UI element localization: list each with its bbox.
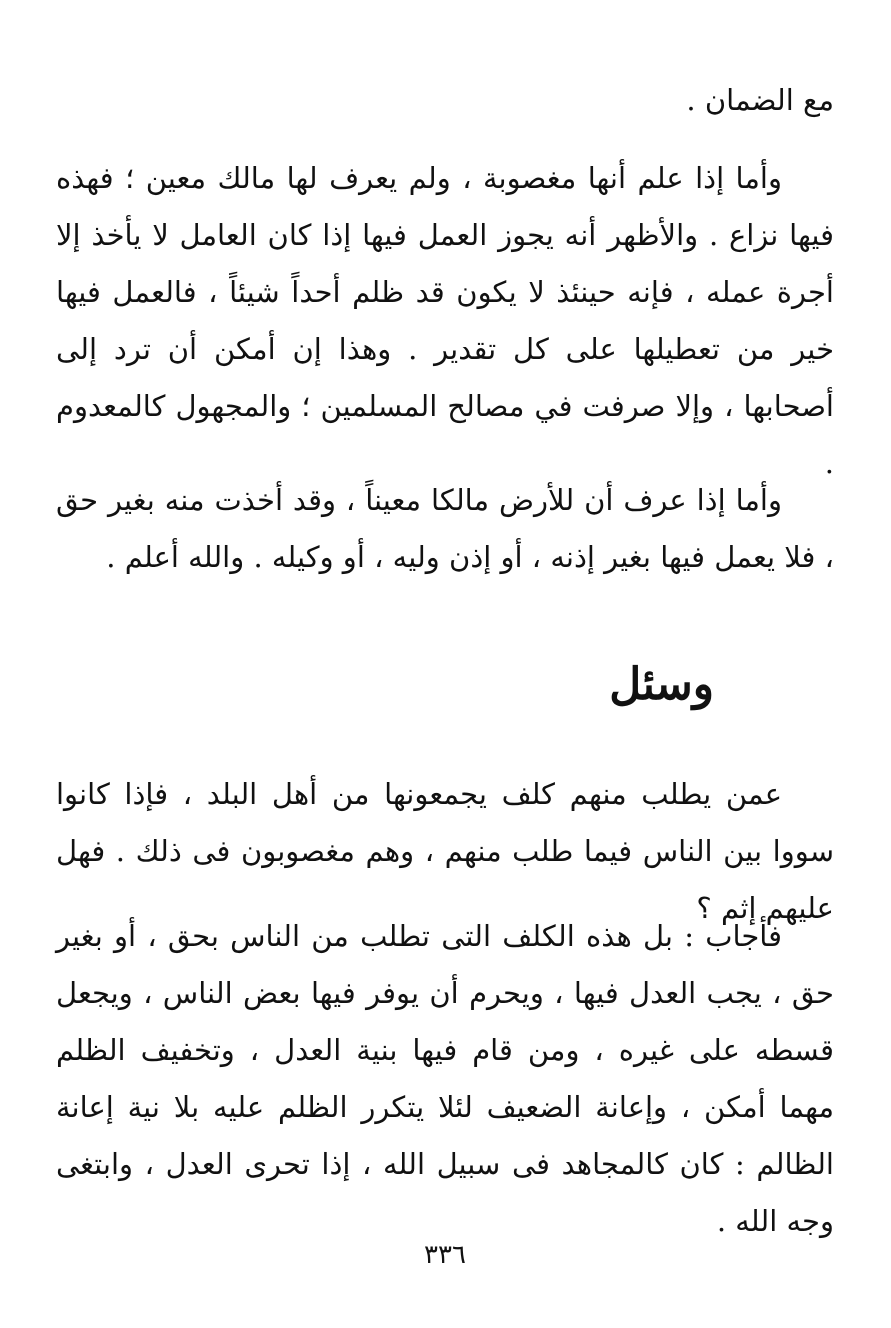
page-number: ٣٣٦ bbox=[424, 1240, 466, 1270]
answer-paragraph: فأجاب : بل هذه الكلف التى تطلب من الناس بحق ، أو بغير حق ، يجب العدل فيها ، ويحرم أن يوفر فيها بعض الناس ، ويجعل قسطه على غيره ، ومن قام فيها بنية العدل ، وتخفيف الظلم مهما أمكن ، وإعانة الضعيف لئلا يتكرر الظلم عليه بلا نية إعانة الظالم : كان كالمجاهد فى سبيل الله ، إذا تحرى العدل ، وابتغى وجه الله . bbox=[56, 919, 834, 1238]
question-paragraph: عمن يطلب منهم كلف يجمعونها من أهل البلد ، فإذا كانوا سووا بين الناس فيما طلب منهم ، وهم مغصوبون فى ذلك . فهل عليهم إثم ؟ bbox=[56, 777, 834, 925]
paragraph-usurped-land-known-owner: وأما إذا عرف أن للأرض مالكا معيناً ، وقد أخذت منه بغير حق ، فلا يعمل فيها بغير إذنه ، أو إذن وليه ، أو وكيله . والله أعلم . bbox=[56, 483, 834, 574]
document-page bbox=[56, 0, 834, 1328]
paragraph-usurped-land-unknown-owner: وأما إذا علم أنها مغصوبة ، ولم يعرف لها مالك معين ؛ فهذه فيها نزاع . والأظهر أنه يجوز العمل فيها إذا كان العامل لا يأخذ إلا أجرة عمله ، فإنه حينئذ لا يكون قد ظلم أحداً شيئاً ، فالعمل فيها خير من تعطيلها على كل تقدير . وهذا إن أمكن أن ترد إلى أصحابها ، وإلا صرفت في مصالح المسلمين ؛ والمجهول كالمعدوم . bbox=[56, 161, 834, 480]
paragraph-continuation: مع الضمان . bbox=[686, 83, 834, 117]
section-heading: وسئل bbox=[609, 659, 714, 710]
